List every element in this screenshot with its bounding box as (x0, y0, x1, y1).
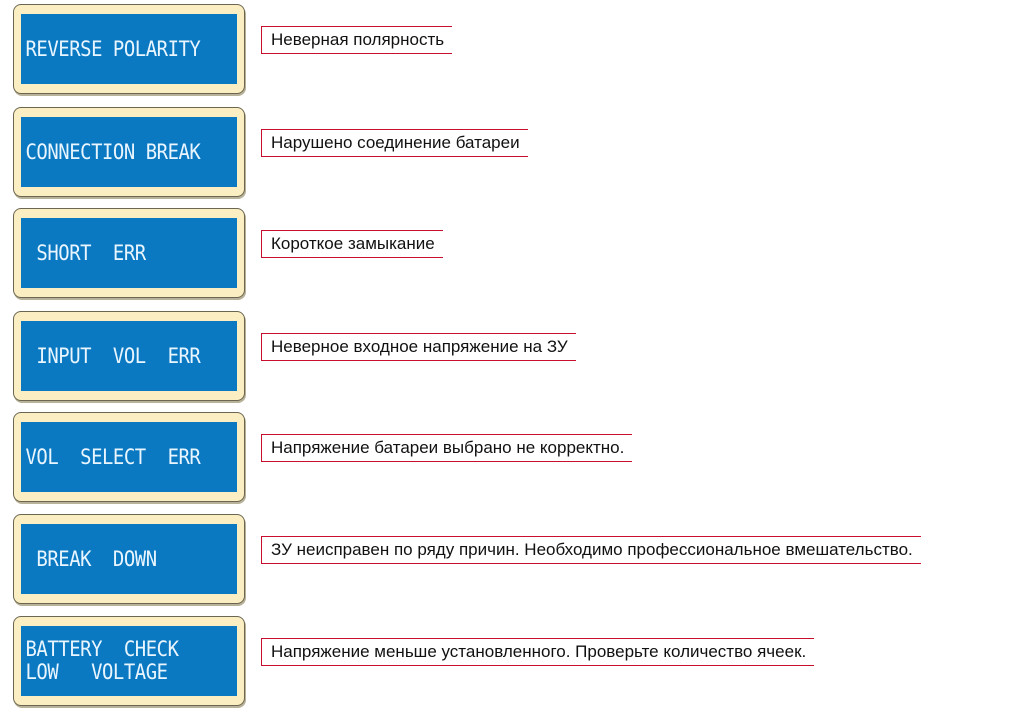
lcd-display (13, 514, 245, 604)
lcd-display (13, 4, 245, 94)
error-description: ЗУ неисправен по ряду причин. Необходимо профессиональное вмешательство. (261, 536, 921, 564)
lcd-line: SHORT ERR (25, 240, 146, 265)
lcd-line: BREAK DOWN (25, 546, 157, 571)
error-description: Напряжение батареи выбрано не корректно. (261, 434, 632, 462)
lcd-display (13, 107, 245, 197)
error-row-connection-break (0, 107, 1022, 199)
lcd-line: LOW VOLTAGE (25, 660, 168, 684)
error-row-input-vol-err (0, 311, 1022, 403)
lcd-screen (21, 524, 237, 594)
lcd-screen (21, 321, 237, 391)
error-row-break-down (0, 514, 1022, 606)
lcd-screen (21, 14, 237, 84)
error-description: Неверное входное напряжение на ЗУ (261, 333, 576, 361)
lcd-line: CONNECTION BREAK (25, 139, 201, 164)
lcd-display (13, 616, 245, 706)
lcd-display (13, 208, 245, 298)
error-row-reverse-polarity (0, 4, 1022, 96)
error-description: Неверная полярность (261, 26, 452, 54)
lcd-line: REVERSE POLARITY (25, 36, 201, 61)
error-description: Напряжение меньше установленного. Проверьте количество ячеек. (261, 638, 814, 666)
lcd-screen (21, 117, 237, 187)
error-description: Короткое замыкание (261, 230, 443, 258)
lcd-screen (21, 218, 237, 288)
lcd-line: INPUT VOL ERR (25, 343, 201, 368)
error-row-battery-check (0, 616, 1022, 708)
lcd-screen (21, 422, 237, 492)
lcd-display (13, 412, 245, 502)
lcd-display (13, 311, 245, 401)
error-row-vol-select-err (0, 412, 1022, 504)
lcd-line: VOL SELECT ERR (25, 444, 201, 469)
error-row-short-err (0, 208, 1022, 300)
error-description: Нарушено соединение батареи (261, 129, 528, 157)
lcd-line: BATTERY CHECK (25, 637, 179, 661)
lcd-screen (21, 626, 237, 696)
